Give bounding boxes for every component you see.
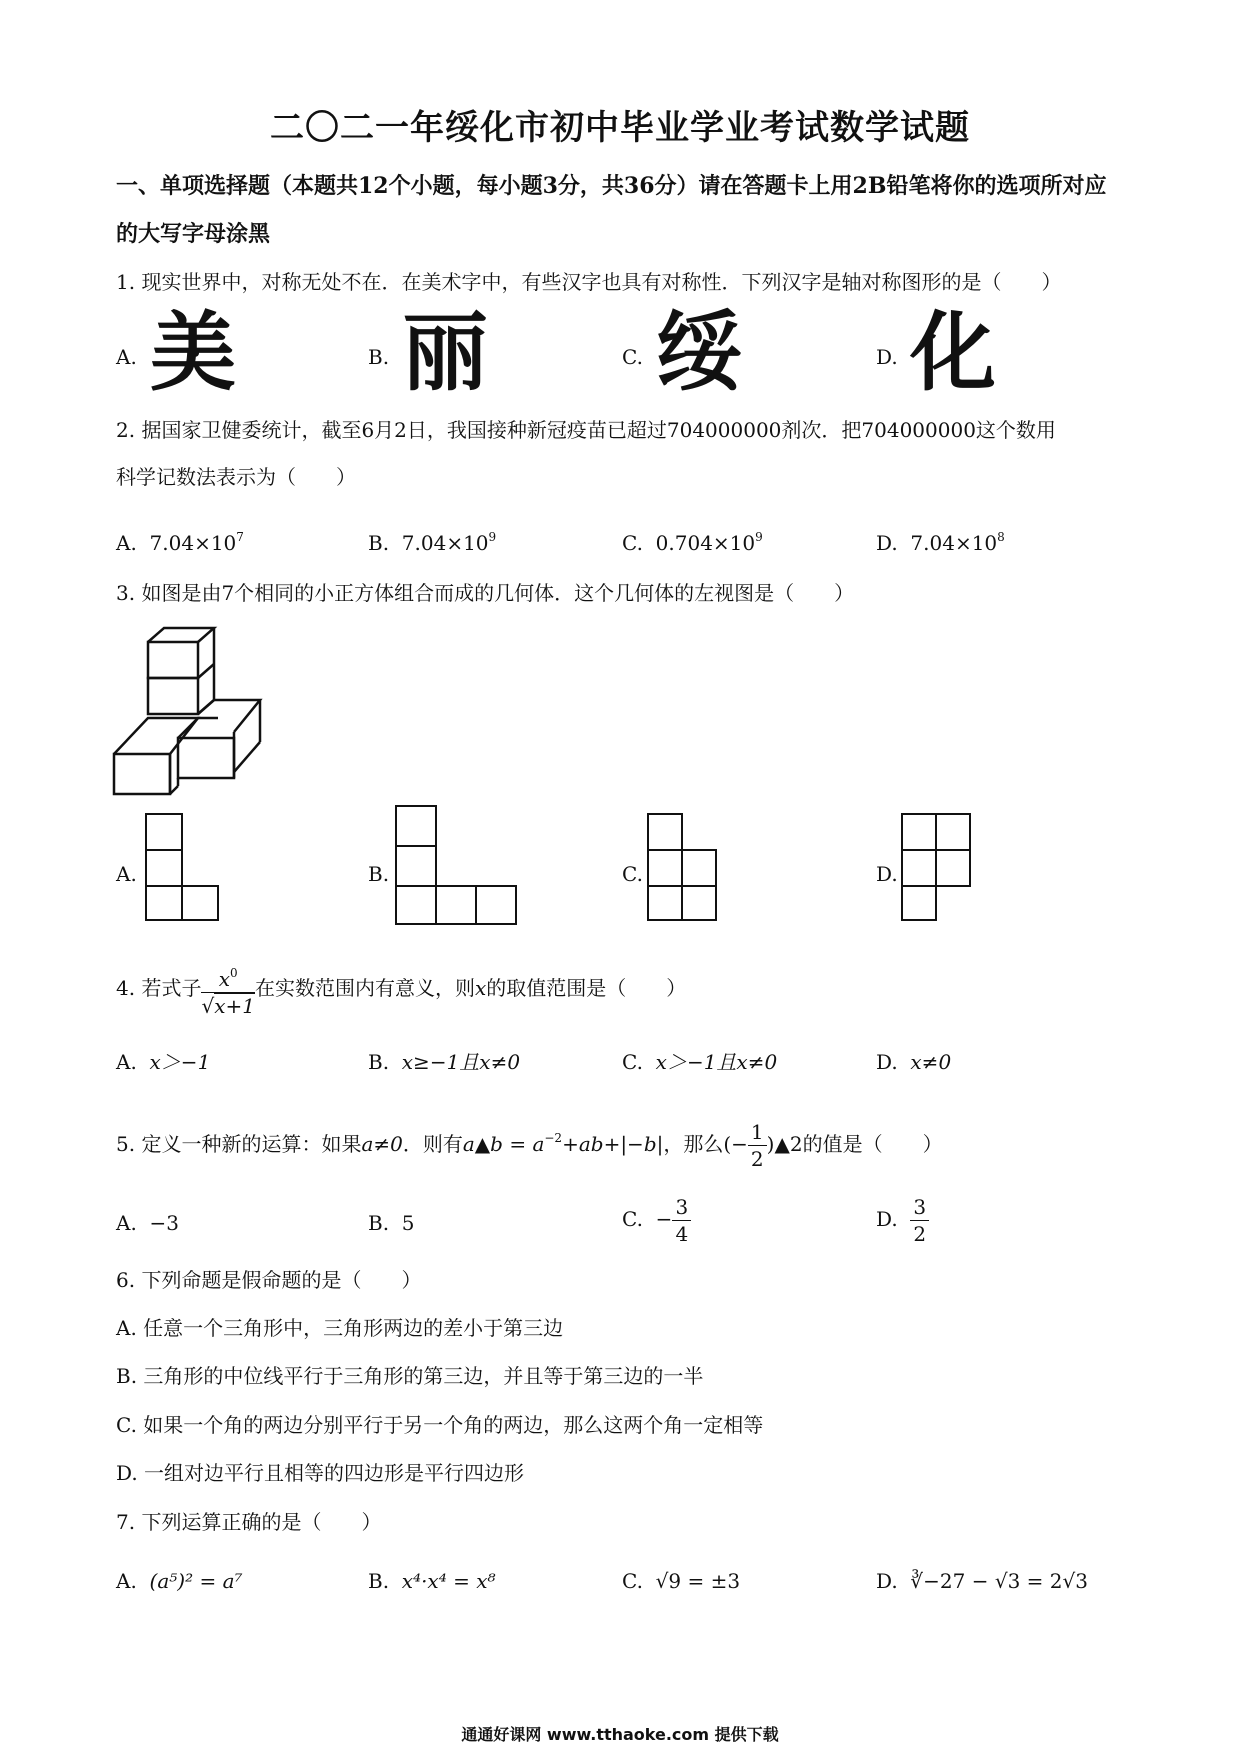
q2-stem-line2: 科学记数法表示为（ ） xyxy=(116,465,356,489)
footer-watermark: 通通好课网 www.tthaoke.com 提供下载 xyxy=(461,1725,779,1744)
q2-option-d: D. $7.04\times 10^8$ xyxy=(876,530,1005,555)
q7-option-d: D. ∛−27 − √3 = 2√3 xyxy=(876,1569,1088,1593)
q1-label-c: C. xyxy=(622,345,643,369)
q2-option-a: A. $7.04\times 10^7$ xyxy=(116,530,244,555)
q1-label-d: D. xyxy=(876,345,898,369)
q5-option-a: A. −3 xyxy=(116,1211,180,1235)
q1-char-d: 化 xyxy=(910,303,996,403)
q2-stem-line1: 2. 据国家卫健委统计，截至6月2日，我国接种新冠疫苗已超过704000000剂次．把704000000这个数用 xyxy=(116,418,1056,442)
q6-option-b: B. 三角形的中位线平行于三角形的第三边，并且等于第三边的一半 xyxy=(116,1364,704,1388)
section-heading: 一、单项选择题（本题共12个小题，每小题3分，共36分）请在答题卡上用2B铅笔将你的选项所对应的大写字母涂黑 xyxy=(116,173,1107,247)
page-title: 二〇二一年绥化市初中毕业学业考试数学试题 xyxy=(270,108,970,148)
q1-label-b: B. xyxy=(368,345,390,369)
q4-option-a: A. x＞−1 xyxy=(116,1050,211,1074)
q7-option-a: A. (a⁵)² = a⁷ xyxy=(116,1569,243,1593)
q2-option-c: C. $0.704\times 10^9$ xyxy=(622,530,763,555)
q7-option-c: C. √9 = ±3 xyxy=(622,1569,741,1593)
q4-fraction: $\frac{x^0}{√x+1}$ xyxy=(201,960,255,1019)
q1-label-a: A. xyxy=(116,345,137,369)
q1-stem: 1. 现实世界中，对称无处不在．在美术字中，有些汉字也具有对称性．下列汉字是轴对称图形的是（ ） xyxy=(116,270,1062,294)
q6-option-a: A. 任意一个三角形中，三角形两边的差小于第三边 xyxy=(116,1316,564,1340)
q5-option-c: C. − $\frac{3}{4}$ xyxy=(622,1194,691,1247)
q6-option-c: C. 如果一个角的两边分别平行于另一个角的两边，那么这两个角一定相等 xyxy=(116,1413,764,1437)
q1-char-a: 美 xyxy=(150,303,236,403)
q5-fraction: $\frac{1}{2}$ xyxy=(748,1119,767,1172)
q1-char-c: 绥 xyxy=(656,303,742,403)
q3-label-b: B. xyxy=(368,862,390,886)
q6-stem: 6. 下列命题是假命题的是（ ） xyxy=(116,1268,422,1292)
q3-stem: 3. 如图是由7个相同的小正方体组合而成的几何体．这个几何体的左视图是（ ） xyxy=(116,581,855,605)
q3-view-c xyxy=(646,812,718,922)
q4-option-c: C. x＞−1且x≠0 xyxy=(622,1050,778,1074)
q1-char-b: 丽 xyxy=(402,303,488,403)
q7-stem: 7. 下列运算正确的是（ ） xyxy=(116,1510,382,1534)
q6-option-d: D. 一组对边平行且相等的四边形是平行四边形 xyxy=(116,1461,525,1485)
q7-option-b: B. x⁴·x⁴ = x⁸ xyxy=(368,1569,496,1593)
q2-option-b: B. $7.04\times 10^9$ xyxy=(368,530,497,555)
q5-option-b: B. 5 xyxy=(368,1211,415,1235)
q5-option-d: D. $\frac{3}{2}$ xyxy=(876,1194,929,1247)
q3-solid-figure xyxy=(108,622,268,797)
q3-label-c: C. xyxy=(622,862,643,886)
q5-stem: 5. 定义一种新的运算：如果a≠0．则有a▲b = $a^{-2}+ab+|-b|$，那么(− $\frac{1}{2}$ )▲2的值是（ ） xyxy=(116,1120,943,1171)
q4-stem: 4. 若式子 $\frac{x^0}{√x+1}$ 在实数范围内有意义，则x的取值范围是（ ） xyxy=(116,960,686,1019)
q3-label-d: D. xyxy=(876,862,898,886)
q3-view-b xyxy=(394,804,518,926)
q4-option-d: D. x≠0 xyxy=(876,1050,952,1074)
q4-option-b: B. x≥−1且x≠0 xyxy=(368,1050,521,1074)
q3-view-a xyxy=(144,812,220,922)
q3-view-d xyxy=(900,812,972,922)
q3-label-a: A. xyxy=(116,862,137,886)
